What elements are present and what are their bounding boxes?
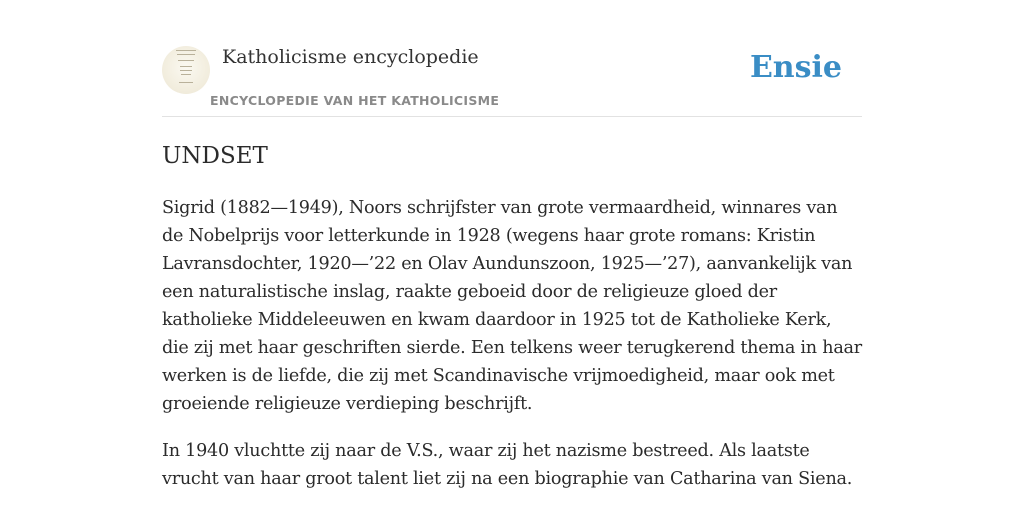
book-title-link[interactable]: Katholicisme encyclopedie: [222, 46, 479, 68]
cover-line: [176, 50, 196, 51]
book-cover-image[interactable]: [162, 46, 210, 94]
cover-line: [177, 54, 195, 55]
entry-body: [162, 194, 862, 493]
book-subtitle: ENCYCLOPEDIE VAN HET KATHOLICISME: [210, 93, 500, 108]
header: [162, 0, 862, 117]
cover-line: [180, 66, 192, 67]
entry-paragraph: Sigrid (1882—1949), Noors schrijfster van grote vermaardheid, winnares van de Nobelprijs voor letterkunde in 1928 (wegens haar grote romans: Kristin Lavransdochter, 1920—’22 en Olav Aundunszoon, 1925—’27), aanvankelijk van een naturalistische inslag, raakte geboeid door de religieuze gloed der katholieke Middeleeuwen en kwam daardoor in 1925 tot de Katholieke Kerk, die zij met haar geschriften sierde. Een telkens weer terugkerend thema in haar werken is de liefde, die zij met Scandinavische vrijmoedigheid, maar ook met groeiende religieuze verdieping beschrijft.: [162, 198, 862, 414]
cover-line: [181, 74, 191, 75]
page-container: [162, 0, 862, 493]
ensie-logo-link[interactable]: Ensie: [749, 50, 842, 85]
cover-line: [180, 70, 192, 71]
entry-title: UNDSET: [162, 143, 268, 169]
cover-line: [178, 60, 194, 61]
entry-paragraph: In 1940 vluchtte zij naar de V.S., waar zij het nazisme bestreed. Als laatste vrucht van haar groot talent liet zij na een biographie van Catharina van Siena.: [162, 441, 853, 489]
cover-line: [179, 82, 193, 83]
